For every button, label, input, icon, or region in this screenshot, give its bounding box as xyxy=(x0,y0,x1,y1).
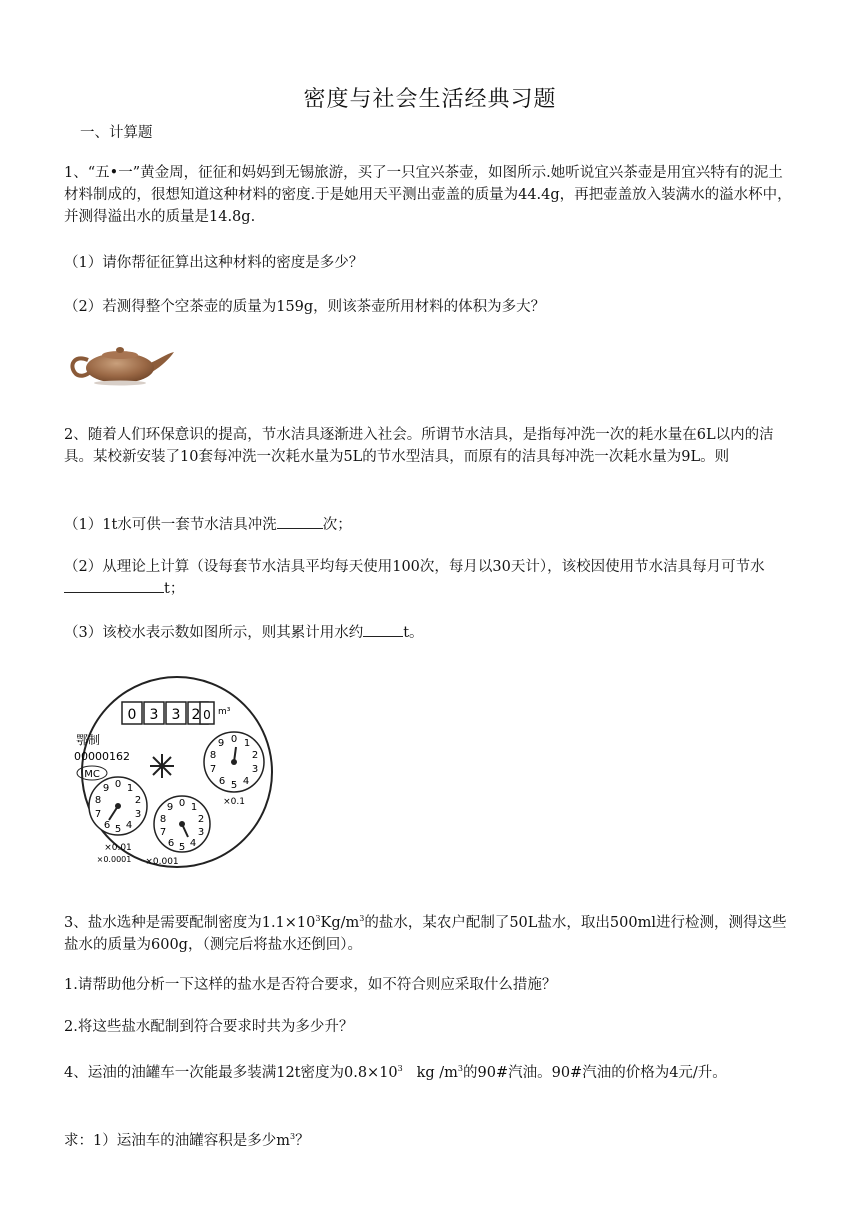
svg-text:2: 2 xyxy=(251,750,259,761)
q3-sub1: 1.请帮助他分析一下这样的盐水是否符合要求，如不符合则应采取什么措施？ xyxy=(64,977,557,993)
meter-maker: 鄂制 xyxy=(76,733,101,747)
dial-label: ×0.1 xyxy=(223,797,245,807)
svg-text:6: 6 xyxy=(218,776,226,787)
svg-text:2: 2 xyxy=(134,795,142,806)
svg-text:3: 3 xyxy=(134,809,142,820)
meter-digit: 0 xyxy=(203,708,211,722)
q2-sub2-tail: t； xyxy=(164,581,185,597)
flow-star-icon xyxy=(150,754,174,778)
svg-text:1: 1 xyxy=(190,802,198,813)
meter-digit: 0 xyxy=(127,707,137,723)
q3-text-b: Kg/m xyxy=(320,914,360,931)
svg-text:1: 1 xyxy=(126,783,134,794)
q3-sub2: 2.将这些盐水配制到符合要求时共为多少升？ xyxy=(64,1019,354,1035)
q4-sub1-tail: ？ xyxy=(295,1132,310,1149)
q4-sup: 3 xyxy=(397,1064,403,1073)
q2-sub3 xyxy=(64,622,796,644)
q3-text-c: 的盐水，某农户配制了50L盐水，取出500ml进行检测，测得这些盐水的质量为600g，（测完后将盐水还倒回）。 xyxy=(64,914,787,953)
svg-text:9: 9 xyxy=(217,738,225,749)
dial-label: ×0.0001 xyxy=(96,855,132,864)
q2-sub1-text: （1）1t水可供一套节水洁具冲洗 xyxy=(64,517,277,533)
q4-intro xyxy=(64,1058,796,1084)
q2-sub3-tail: t。 xyxy=(403,625,424,641)
svg-text:0: 0 xyxy=(230,734,238,745)
svg-text:1: 1 xyxy=(243,738,251,749)
svg-text:2: 2 xyxy=(197,814,205,825)
dial-label: ×0.01 xyxy=(104,843,132,853)
svg-text:9: 9 xyxy=(102,783,110,794)
svg-text:6: 6 xyxy=(167,838,175,849)
svg-text:5: 5 xyxy=(114,824,122,835)
q1-sub2: （2）若测得整个空茶壶的质量为159g，则该茶壶所用材料的体积为多大？ xyxy=(64,299,546,315)
svg-text:4: 4 xyxy=(242,776,250,787)
svg-text:5: 5 xyxy=(178,842,186,853)
q4-text-a: 4、运油的油罐车一次能最多装满12t密度为0.8×10 xyxy=(64,1064,398,1081)
water-meter-image xyxy=(66,672,288,870)
svg-text:5: 5 xyxy=(230,780,238,791)
q4-sub1-text: 求：1）运油车的油罐容积是多少m xyxy=(64,1132,290,1149)
meter-counter xyxy=(122,702,231,724)
svg-text:0: 0 xyxy=(178,798,186,809)
q2-sub2 xyxy=(64,556,796,600)
svg-text:3: 3 xyxy=(197,827,205,838)
svg-text:7: 7 xyxy=(94,809,102,820)
svg-text:0: 0 xyxy=(114,779,122,790)
q2-sub1 xyxy=(64,514,796,536)
meter-unit: m³ xyxy=(218,707,231,717)
svg-text:3: 3 xyxy=(251,764,259,775)
svg-text:7: 7 xyxy=(159,827,167,838)
q4-text-b: kg /m xyxy=(416,1064,458,1081)
dial-label: ×0.001 xyxy=(145,857,179,867)
teapot-image xyxy=(66,338,178,386)
q3-sup: 3 xyxy=(359,914,365,923)
q4-sub1 xyxy=(64,1126,796,1152)
q3-text-a: 3、盐水选种是需要配制密度为1.1×10 xyxy=(64,914,316,931)
svg-text:8: 8 xyxy=(209,750,217,761)
meter-serial: 00000162 xyxy=(74,750,130,763)
answer-blank[interactable] xyxy=(64,578,164,593)
svg-text:7: 7 xyxy=(209,764,217,775)
svg-text:6: 6 xyxy=(103,820,111,831)
svg-text:4: 4 xyxy=(125,820,133,831)
meter-digit: 3 xyxy=(149,707,159,723)
q2-sub2-text: （2）从理论上计算（设每套节水洁具平均每天使用100次，每月以30天计），该校因使用节水洁具每月可节水 xyxy=(64,559,765,575)
answer-blank[interactable] xyxy=(277,514,323,529)
svg-text:4: 4 xyxy=(189,838,197,849)
q3-sup: 3 xyxy=(315,914,321,923)
q1-intro: 1、“五•一”黄金周，征征和妈妈到无锡旅游，买了一只宜兴茶壶，如图所示.她听说宜兴茶壶是用宜兴特有的泥土材料制成的，很想知道这种材料的密度.于是她用天平测出壶盖的质量为44.4g，再把壶盖放入装满水的溢水杯中，并测得溢出水的质量是14.8g. xyxy=(64,165,792,225)
q1-sub1: （1）请你帮征征算出这种材料的密度是多少？ xyxy=(64,255,364,271)
q2-sub3-text: （3）该校水表示数如图所示，则其累计用水约 xyxy=(64,625,364,641)
answer-blank[interactable] xyxy=(363,622,403,637)
q2-sub1-tail: 次； xyxy=(322,517,352,533)
q4-sup: 3 xyxy=(289,1132,296,1141)
svg-text:8: 8 xyxy=(159,814,167,825)
meter-mark: MC xyxy=(84,769,100,780)
q4-text-c: 的90#汽油。90#汽油的价格为4元/升。 xyxy=(463,1064,727,1081)
q4-sup: 3 xyxy=(457,1064,463,1073)
svg-text:8: 8 xyxy=(94,795,102,806)
q3-intro xyxy=(64,908,796,956)
meter-digit: 3 xyxy=(171,707,181,723)
svg-text:9: 9 xyxy=(166,802,174,813)
q2-intro: 2、随着人们环保意识的提高，节水洁具逐渐进入社会。所谓节水洁具，是指每冲洗一次的耗水量在6L以内的洁具。某校新安装了10套每冲洗一次耗水量为5L的节水型洁具，而原有的洁具每冲洗一次耗水量为9L。则 xyxy=(64,427,774,465)
section-heading: 一、计算题 xyxy=(80,125,153,141)
page-title: 密度与社会生活经典习题 xyxy=(303,87,557,112)
meter-digit: 2 xyxy=(191,707,201,723)
